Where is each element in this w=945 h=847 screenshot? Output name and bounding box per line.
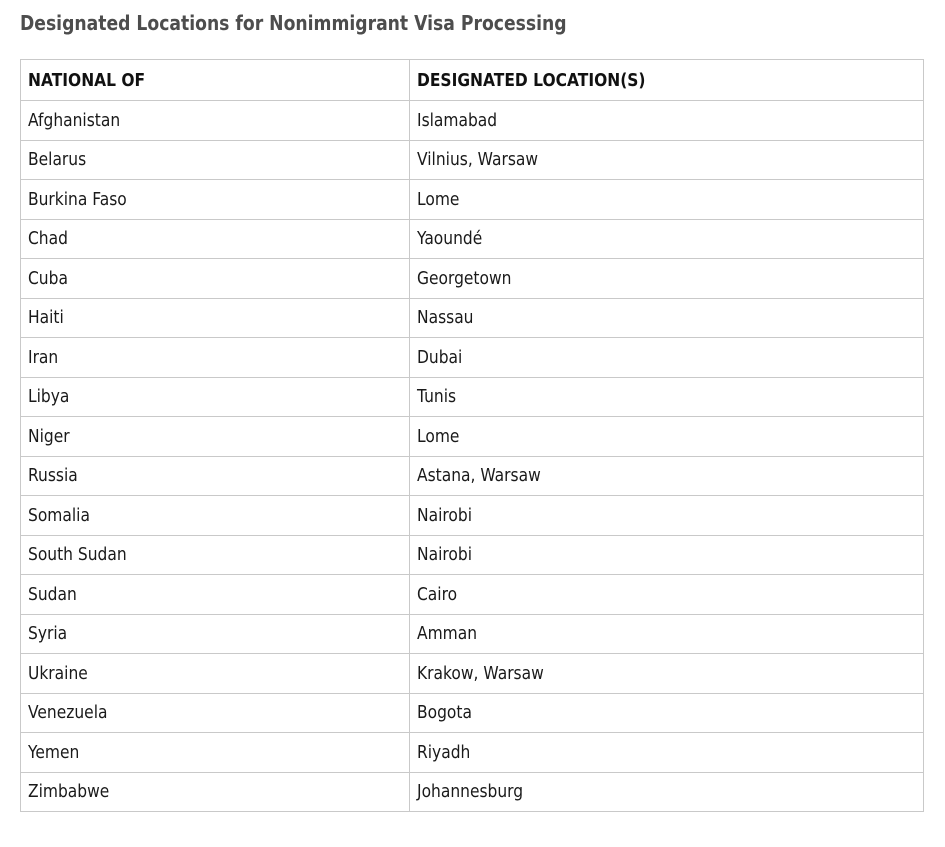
country-cell	[21, 772, 410, 812]
page-title	[20, 8, 567, 38]
country-cell	[21, 575, 410, 615]
country-cell	[21, 693, 410, 733]
country-name: Sudan	[28, 583, 77, 605]
country-cell	[21, 180, 410, 220]
designated-location-text: Dubai	[417, 346, 463, 368]
location-cell	[410, 140, 924, 180]
designated-location-text: Astana, Warsaw	[417, 465, 541, 487]
country-name: Niger	[28, 425, 70, 447]
country-name: Burkina Faso	[28, 188, 127, 210]
location-cell	[410, 298, 924, 338]
designated-location-text: Lome	[417, 188, 460, 210]
designated-location-text: Cairo	[417, 583, 458, 605]
location-cell	[410, 101, 924, 141]
designated-locations-table	[20, 59, 924, 812]
column-header-designated-locations	[410, 60, 924, 101]
table-row	[21, 575, 924, 615]
country-name: Syria	[28, 623, 68, 645]
location-cell	[410, 614, 924, 654]
table-row	[21, 219, 924, 259]
designated-location-text: Lome	[417, 425, 460, 447]
table-row	[21, 535, 924, 575]
table-head	[21, 60, 924, 101]
country-name: Somalia	[28, 504, 90, 526]
country-cell	[21, 377, 410, 417]
table-row	[21, 772, 924, 812]
column-header-label: NATIONAL OF	[28, 69, 146, 91]
location-cell	[410, 693, 924, 733]
designated-location-text: Vilnius, Warsaw	[417, 149, 539, 171]
country-cell	[21, 140, 410, 180]
country-name: Ukraine	[28, 662, 88, 684]
country-name: Haiti	[28, 307, 64, 329]
country-cell	[21, 456, 410, 496]
table-row	[21, 101, 924, 141]
designated-location-text: Bogota	[417, 702, 472, 724]
designated-location-text: Riyadh	[417, 741, 471, 763]
location-cell	[410, 535, 924, 575]
location-cell	[410, 338, 924, 378]
designated-locations-table-container	[20, 59, 923, 812]
table-row	[21, 338, 924, 378]
table-row	[21, 259, 924, 299]
country-name: Chad	[28, 228, 68, 250]
country-cell	[21, 219, 410, 259]
country-cell	[21, 298, 410, 338]
country-name: Zimbabwe	[28, 781, 110, 803]
table-row	[21, 298, 924, 338]
designated-location-text: Nairobi	[417, 504, 472, 526]
designated-location-text: Georgetown	[417, 267, 512, 289]
country-cell	[21, 101, 410, 141]
column-header-label: DESIGNATED LOCATION(S)	[417, 69, 646, 91]
table-row	[21, 180, 924, 220]
table-row	[21, 377, 924, 417]
country-name: Iran	[28, 346, 59, 368]
designated-location-text: Tunis	[417, 386, 457, 408]
table-row	[21, 417, 924, 457]
designated-location-text: Yaoundé	[417, 228, 483, 250]
country-cell	[21, 535, 410, 575]
country-name: Russia	[28, 465, 78, 487]
country-name: Cuba	[28, 267, 68, 289]
country-name: South Sudan	[28, 544, 127, 566]
designated-location-text: Nassau	[417, 307, 474, 329]
country-name: Libya	[28, 386, 70, 408]
country-cell	[21, 614, 410, 654]
column-header-national-of	[21, 60, 410, 101]
country-cell	[21, 417, 410, 457]
location-cell	[410, 654, 924, 694]
country-cell	[21, 654, 410, 694]
location-cell	[410, 180, 924, 220]
location-cell	[410, 377, 924, 417]
table-row	[21, 693, 924, 733]
designated-location-text: Islamabad	[417, 109, 498, 131]
location-cell	[410, 456, 924, 496]
table-row	[21, 456, 924, 496]
table-row	[21, 733, 924, 773]
location-cell	[410, 417, 924, 457]
country-cell	[21, 733, 410, 773]
location-cell	[410, 733, 924, 773]
country-cell	[21, 496, 410, 536]
designated-location-text: Nairobi	[417, 544, 472, 566]
table-row	[21, 140, 924, 180]
country-cell	[21, 259, 410, 299]
country-name: Venezuela	[28, 702, 108, 724]
location-cell	[410, 575, 924, 615]
country-name: Belarus	[28, 149, 87, 171]
table-row	[21, 614, 924, 654]
location-cell	[410, 259, 924, 299]
location-cell	[410, 219, 924, 259]
table-header-row	[21, 60, 924, 101]
country-name: Yemen	[28, 741, 80, 763]
table-row	[21, 496, 924, 536]
location-cell	[410, 772, 924, 812]
designated-location-text: Johannesburg	[417, 781, 524, 803]
table-row	[21, 654, 924, 694]
designated-location-text: Amman	[417, 623, 478, 645]
designated-location-text: Krakow, Warsaw	[417, 662, 544, 684]
location-cell	[410, 496, 924, 536]
country-name: Afghanistan	[28, 109, 121, 131]
country-cell	[21, 338, 410, 378]
page-title-text: Designated Locations for Nonimmigrant Visa Processing	[20, 11, 567, 35]
table-body	[21, 101, 924, 812]
